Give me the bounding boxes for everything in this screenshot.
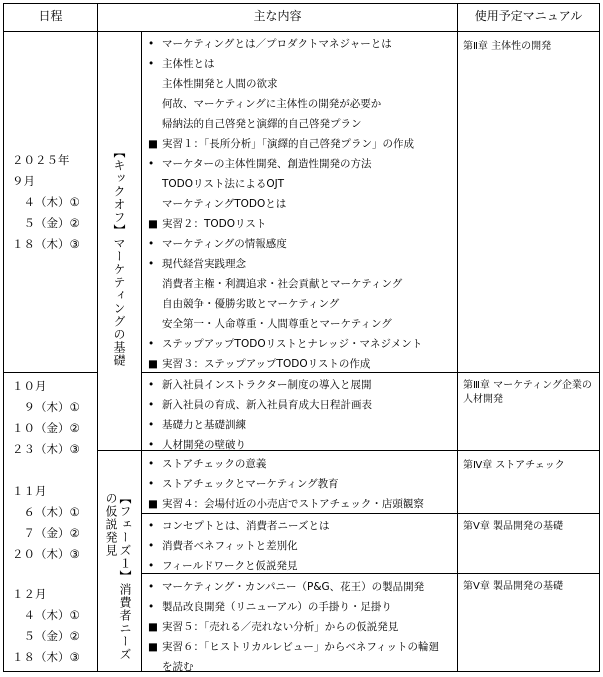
table-border-left (3, 3, 4, 672)
content-row (162, 94, 381, 114)
content-text: 実習２：TODOリスト (162, 218, 267, 230)
manual-line: 人材開発 (463, 394, 503, 405)
date-line: ９月 (12, 174, 35, 188)
content-row (148, 617, 398, 637)
content-text: 安全第一・人命尊重・人間尊重とマーケティング (162, 318, 392, 330)
col-divider-phase (141, 31, 142, 672)
date-line: １１月 (12, 484, 47, 498)
bullet-icon: • (148, 560, 155, 572)
date-line: ９（木）① (12, 400, 80, 414)
content-row (148, 254, 246, 274)
content-text: 実習３：ステップアップTODOリストの作成 (162, 358, 371, 370)
content-text: 主体性開発と人間の欲求 (162, 78, 278, 90)
content-row (148, 577, 424, 597)
date-line: ２０２５年 (12, 153, 70, 167)
content-text: 主体性とは (162, 58, 215, 70)
date-line: ２３（木）③ (12, 442, 80, 456)
content-text: ステップアップTODOリストとナレッジ・マネジメント (162, 338, 423, 350)
content-row (148, 395, 372, 415)
date-line: ５（金）② (12, 629, 80, 643)
content-row (162, 657, 194, 677)
bullet-icon: • (148, 581, 155, 593)
bullet-icon: • (148, 520, 155, 532)
date-line: ６（木）① (12, 505, 80, 519)
content-row (162, 294, 339, 314)
content-text: マーケティングの情報感度 (162, 238, 287, 250)
content-text: マーケターの主体性開発、創造性開発の方法 (162, 158, 372, 170)
date-block-december (12, 584, 80, 668)
content-row (148, 454, 266, 474)
content-text: 実習４：会場付近の小売店でストアチェック・店頭観察 (162, 498, 424, 510)
content-text: 消費者ベネフィットと差別化 (162, 540, 298, 552)
header-date: 日程 (38, 8, 63, 23)
content-text: コンセプトとは、消費者ニーズとは (162, 520, 330, 532)
content-row (148, 536, 298, 556)
date-line: １８（木）③ (12, 237, 80, 251)
content-row (148, 234, 287, 254)
content-text: 実習５：「売れる／売れない分析」からの仮説発見 (162, 621, 399, 633)
content-row (162, 194, 286, 214)
bullet-icon: • (148, 58, 155, 70)
date-line: ４（木）① (12, 608, 80, 622)
manual-chapter-2 (463, 40, 597, 54)
content-row (162, 74, 278, 94)
bullet-icon: • (148, 601, 155, 613)
content-row (162, 274, 402, 294)
exercise-square-icon: ■ (148, 218, 158, 230)
date-line: ２０（木）③ (12, 547, 80, 561)
header-manual: 使用予定マニュアル (474, 8, 583, 23)
col-divider-manual (457, 3, 458, 672)
table-border-bottom (3, 671, 600, 672)
date-block-november (12, 481, 80, 565)
bullet-icon: • (148, 458, 155, 470)
exercise-square-icon: ■ (148, 498, 158, 510)
content-row (148, 54, 215, 74)
manual-line: 第Ⅴ章 製品開発の基礎 (463, 581, 564, 592)
date-block-september (12, 150, 80, 255)
content-text: 実習６：「ヒストリカルレビュー」からベネフィットの輪廻 (162, 641, 440, 653)
content-text: TODOリスト法によるOJT (162, 178, 285, 190)
content-row (148, 556, 297, 576)
bullet-icon: • (148, 338, 155, 350)
content-text: 現代経営実践理念 (162, 258, 246, 270)
manual-chapter-3 (463, 379, 597, 407)
exercise-square-icon: ■ (148, 641, 158, 653)
bullet-icon: • (148, 439, 155, 451)
content-text: 消費者主権・利潤追求・社会貢献とマーケティング (162, 278, 403, 290)
date-line: １２月 (12, 587, 47, 601)
content-row (148, 474, 339, 494)
manual-chapter-4 (463, 459, 597, 473)
content-row (148, 34, 392, 54)
manual-chapter-5a (463, 520, 597, 534)
bullet-icon: • (148, 238, 155, 250)
date-divider-1 (3, 372, 98, 373)
date-line: １８（木）③ (12, 650, 80, 664)
content-row (148, 354, 370, 374)
bullet-icon: • (148, 399, 155, 411)
content-text: 帰納法的自己啓発と演繹的自己啓発プラン (162, 118, 362, 130)
header-content: 主な内容 (253, 8, 302, 23)
date-line: ７（金）② (12, 526, 80, 540)
date-line: ５（金）② (12, 216, 80, 230)
content-row (148, 597, 392, 617)
content-text: 自由競争・優勝劣敗とマーケティング (162, 298, 340, 310)
content-row (148, 134, 414, 154)
content-text: 製品改良開発（リニューアル）の手掛り・足掛り (162, 601, 392, 613)
date-line: ４（木）① (12, 195, 80, 209)
content-row (162, 174, 284, 194)
content-row (148, 516, 329, 536)
col-divider-date (97, 3, 98, 672)
header-divider (3, 31, 600, 32)
bullet-icon: • (148, 419, 155, 431)
manual-line: 第Ⅱ章 主体性の開発 (463, 41, 552, 52)
exercise-square-icon: ■ (148, 358, 158, 370)
bullet-icon: • (148, 478, 155, 490)
content-row (162, 314, 392, 334)
date-line: １０月 (12, 379, 47, 393)
content-row (148, 494, 424, 514)
date-line: １０（金）② (12, 421, 80, 435)
bullet-icon: • (148, 158, 155, 170)
content-row (148, 435, 246, 455)
content-text: マーケティングTODOとは (162, 198, 287, 210)
bullet-icon: • (148, 540, 155, 552)
content-text: ストアチェックとマーケティング教育 (162, 478, 339, 490)
content-divider-2 (457, 450, 600, 451)
date-block-october (12, 376, 80, 460)
content-text: 新入社員インストラクター制度の導入と展開 (162, 379, 372, 391)
table-border-right (599, 3, 600, 672)
bullet-icon: • (148, 379, 155, 391)
content-row (162, 114, 362, 134)
content-row (148, 154, 371, 174)
content-row (148, 334, 422, 354)
content-text: 何故、マーケティングに主体性の開発が必要か (162, 98, 382, 110)
content-text: マーケティング・カンパニー（P&G、花王）の製品開発 (162, 581, 425, 593)
exercise-square-icon: ■ (148, 621, 158, 633)
content-text: フィールドワークと仮説発見 (162, 560, 298, 572)
manual-line: 第Ⅳ章 ストアチェック (463, 460, 565, 471)
content-text: 人材開発の壁破り (162, 439, 246, 451)
content-text: を読む (162, 661, 194, 673)
phase-one-label: 【フェーズ１】消費者ニーズの仮説発見 (104, 492, 132, 661)
manual-line: 第Ⅴ章 製品開発の基礎 (463, 521, 564, 532)
content-text: 基礎力と基礎訓練 (162, 419, 246, 431)
content-text: 新入社員の育成、新入社員育成大日程計画表 (162, 399, 372, 411)
content-row (148, 637, 439, 657)
phase-kickoff-label: 【キックオフ】マーケティングの基礎 (112, 146, 126, 367)
content-row (148, 375, 371, 395)
content-text: 実習１：「長所分析」「演繹的自己啓発プラン」の作成 (162, 138, 414, 150)
bullet-icon: • (148, 258, 155, 270)
content-text: ストアチェックの意義 (162, 458, 267, 470)
content-row (148, 214, 266, 234)
manual-chapter-5b (463, 580, 597, 594)
content-text: マーケティングとは／プロダクトマネジャーとは (162, 38, 392, 50)
content-row (148, 415, 246, 435)
manual-line: 第Ⅲ章 マーケティング企業の (463, 380, 592, 391)
exercise-square-icon: ■ (148, 138, 158, 150)
bullet-icon: • (148, 38, 155, 50)
